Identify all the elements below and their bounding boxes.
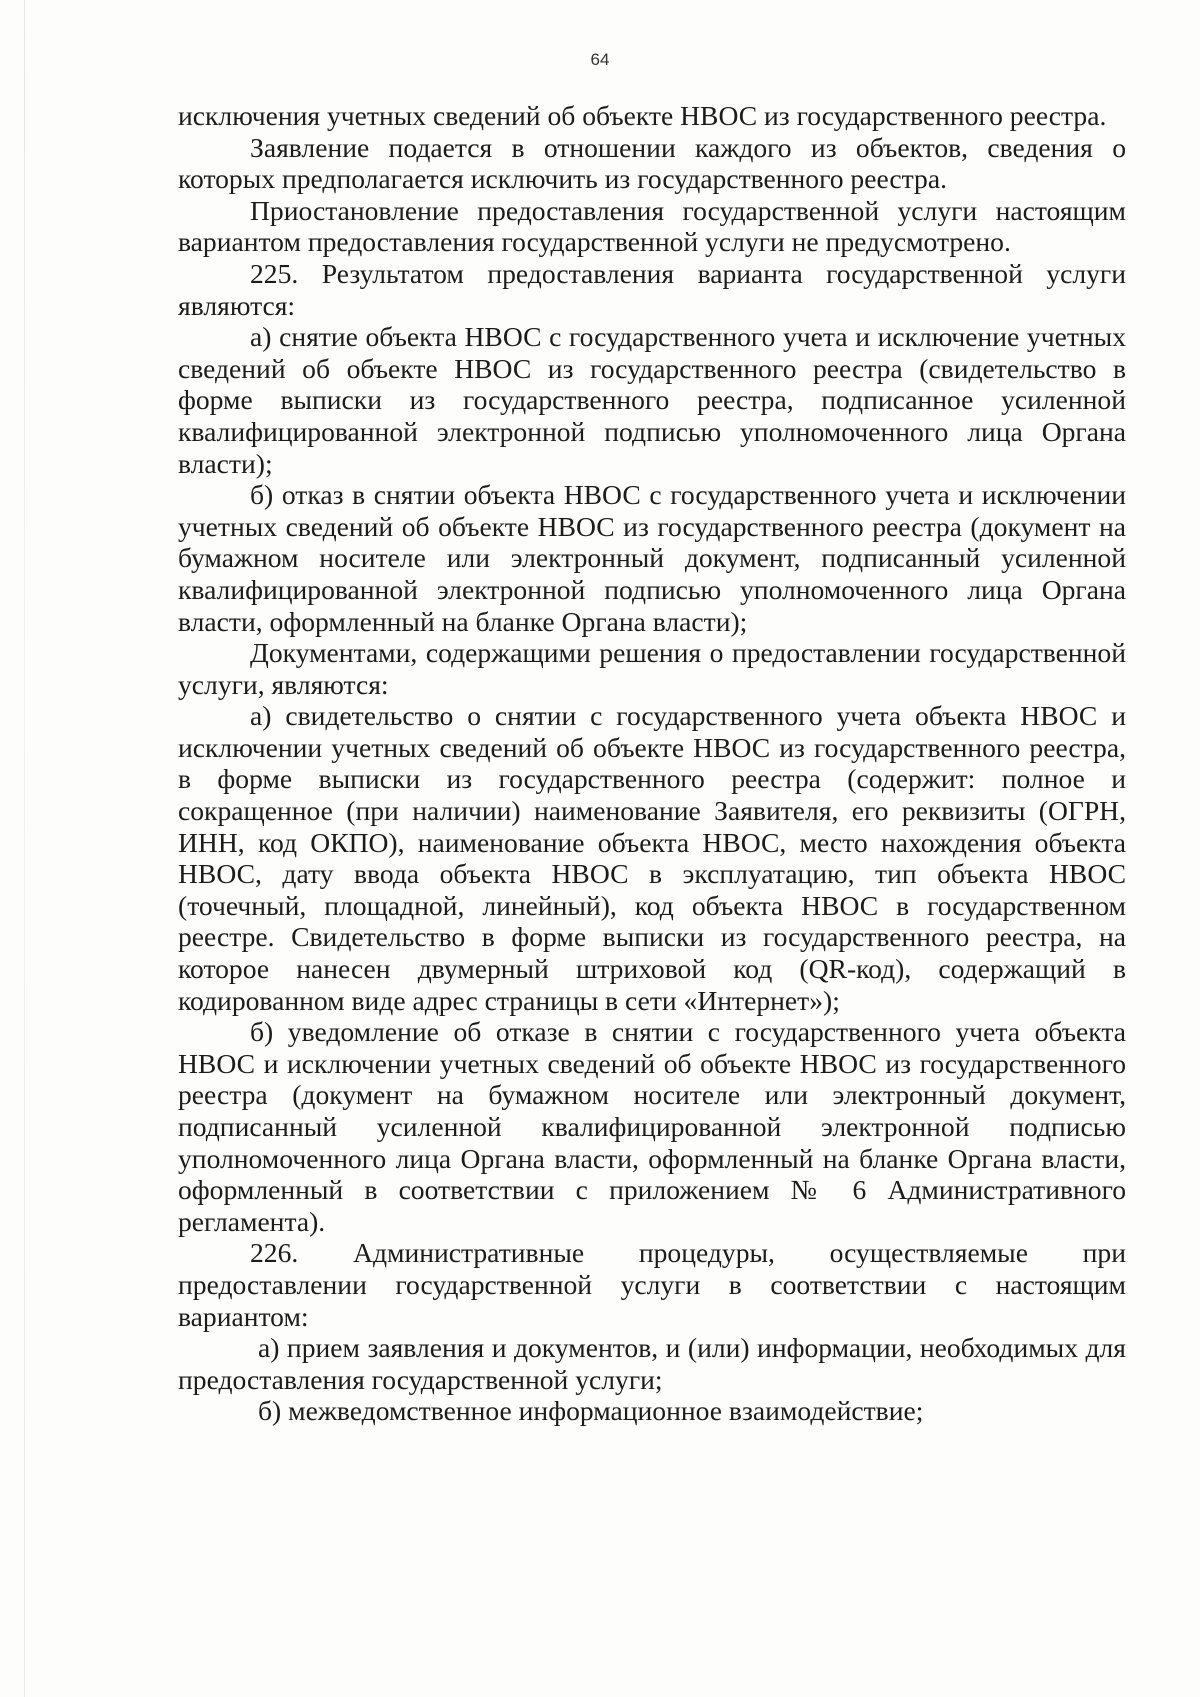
- paragraph-225-heading: 225. Результатом предоставления варианта государственной услуги являются:: [178, 257, 1126, 321]
- paragraph-application-scope: Заявление подается в отношении каждого из объектов, сведения о которых предполагается исключить из государственного реестра.: [178, 131, 1126, 195]
- paragraph-suspension: Приостановление предоставления государственной услуги настоящим вариантом предоставления государственной услуги не предусмотрено.: [178, 194, 1126, 258]
- paragraph-decision-documents: Документами, содержащими решения о предоставлении государственной услуги, являются:: [178, 637, 1126, 700]
- document-body: [178, 100, 1126, 1427]
- page-number: 64: [590, 50, 610, 69]
- paragraph-225-b: б) отказ в снятии объекта НВОС с государственного учета и исключении учетных сведений об объекте НВОС из государственного реестра (документ на бумажном носителе или электронный документ, подписанный усиленной квалифицированной электронной подписью уполномоченного лица Органа власти, оформленный на бланке Органа власти);: [178, 479, 1126, 637]
- scan-edge-line: [24, 0, 25, 1697]
- paragraph-226-b: б) межведомственное информационное взаимодействие;: [258, 1395, 924, 1427]
- paragraph-226-a: а) прием заявления и документов, и (или) информации, необходимых для предоставления государственной услуги;: [178, 1332, 1126, 1395]
- paragraph-continuation: исключения учетных сведений об объекте НВОС из государственного реестра.: [178, 100, 1107, 131]
- paragraph-decision-b: б) уведомление об отказе в снятии с государственного учета объекта НВОС и исключении учетных сведений об объекте НВОС из государственного реестра (документ на бумажном носителе или электронный документ, подписанный усиленной квалифицированной электронной подписью уполномоченного лица Органа власти, оформленный на бланке Органа власти, оформленный в соответствии с приложением № 6 Административного регламента).: [178, 1016, 1126, 1237]
- paragraph-226-heading: 226. Административные процедуры, осуществляемые при предоставлении государственной услуги в соответствии с настоящим вариантом:: [178, 1237, 1126, 1332]
- paragraph-225-a: а) снятие объекта НВОС с государственного учета и исключение учетных сведений об объекте НВОС из государственного реестра (свидетельство в форме выписки из государственного реестра, подписанное усиленной квалифицированной электронной подписью уполномоченного лица Органа власти);: [178, 321, 1126, 479]
- paragraph-decision-a: а) свидетельство о снятии с государственного учета объекта НВОС и исключении учетных сведений об объекте НВОС из государственного реестра, в форме выписки из государственного реестра (содержит: полное и сокращенное (при наличии) наименование Заявителя, его реквизиты (ОГРН, ИНН, код ОКПО), наименование объекта НВОС, место нахождения объекта НВОС, дату ввода объекта НВОС в эксплуатацию, тип объекта НВОС (точечный, площадной, линейный), код объекта НВОС в государственном реестре. Свидетельство в форме выписки из государственного реестра, на которое нанесен двумерный штриховой код (QR-код), содержащий в кодированном виде адрес страницы в сети «Интернет»);: [178, 700, 1126, 1016]
